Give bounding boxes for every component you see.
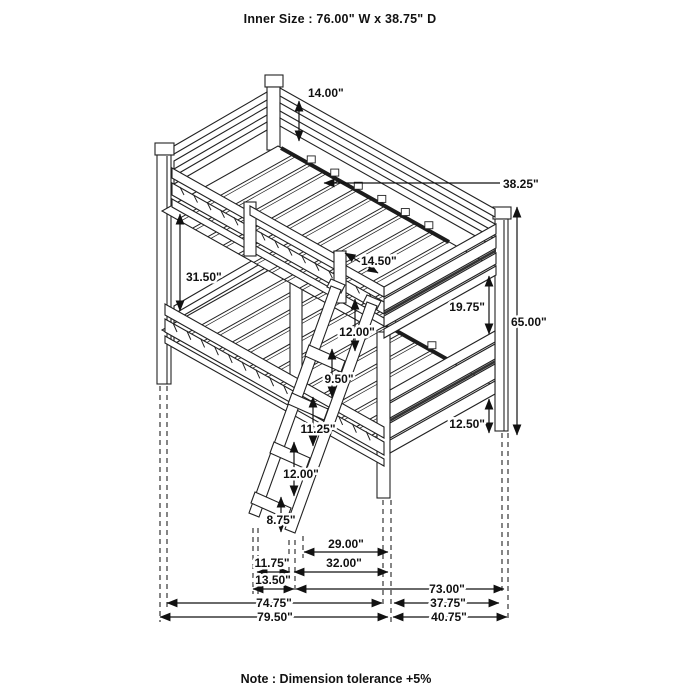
- front-post: [377, 332, 390, 498]
- dim-label: 32.00": [326, 556, 362, 570]
- dim-end-width: [394, 596, 499, 610]
- dim-label: 73.00": [429, 582, 465, 596]
- dim-side-length: [296, 582, 504, 596]
- dim-ladder-span: [294, 556, 388, 572]
- dim-label: 11.75": [254, 556, 290, 570]
- dim-label: 29.00": [328, 537, 364, 551]
- rear-post: [265, 75, 283, 150]
- dim-label: 12.00": [283, 467, 319, 481]
- dim-label: 8.75": [266, 513, 296, 527]
- dim-label: 74.75": [256, 596, 292, 610]
- dim-ladder-foot-depth: [254, 556, 290, 572]
- dim-label: 14.00": [308, 86, 344, 100]
- dim-label: 38.25": [503, 177, 539, 191]
- dim-overall-length-with-ladder: [167, 596, 382, 610]
- dim-label: 9.50": [324, 372, 354, 386]
- dim-overall-height: [511, 207, 547, 435]
- page-title: Inner Size : 76.00" W x 38.75" D: [243, 12, 437, 26]
- left-post: [155, 143, 174, 384]
- dim-label: 11.25": [300, 422, 336, 436]
- dim-label: 13.50": [255, 573, 291, 587]
- dim-ladder-top-offset: [304, 537, 388, 552]
- tolerance-note: Note : Dimension tolerance +5%: [240, 672, 432, 686]
- dim-label: 79.50": [257, 610, 293, 624]
- dim-label: 37.75": [430, 596, 466, 610]
- dim-overall-width: [393, 610, 507, 624]
- dim-label: 14.50": [361, 254, 397, 268]
- dim-label: 12.50": [449, 417, 485, 431]
- dim-label: 31.50": [186, 270, 222, 284]
- dim-label: 65.00": [511, 315, 547, 329]
- dim-label: 12.00": [339, 325, 375, 339]
- dim-ladder-base-depth: [253, 573, 294, 589]
- dim-label: 19.75": [449, 300, 485, 314]
- dim-overall-length: [160, 610, 388, 624]
- dim-label: 40.75": [431, 610, 467, 624]
